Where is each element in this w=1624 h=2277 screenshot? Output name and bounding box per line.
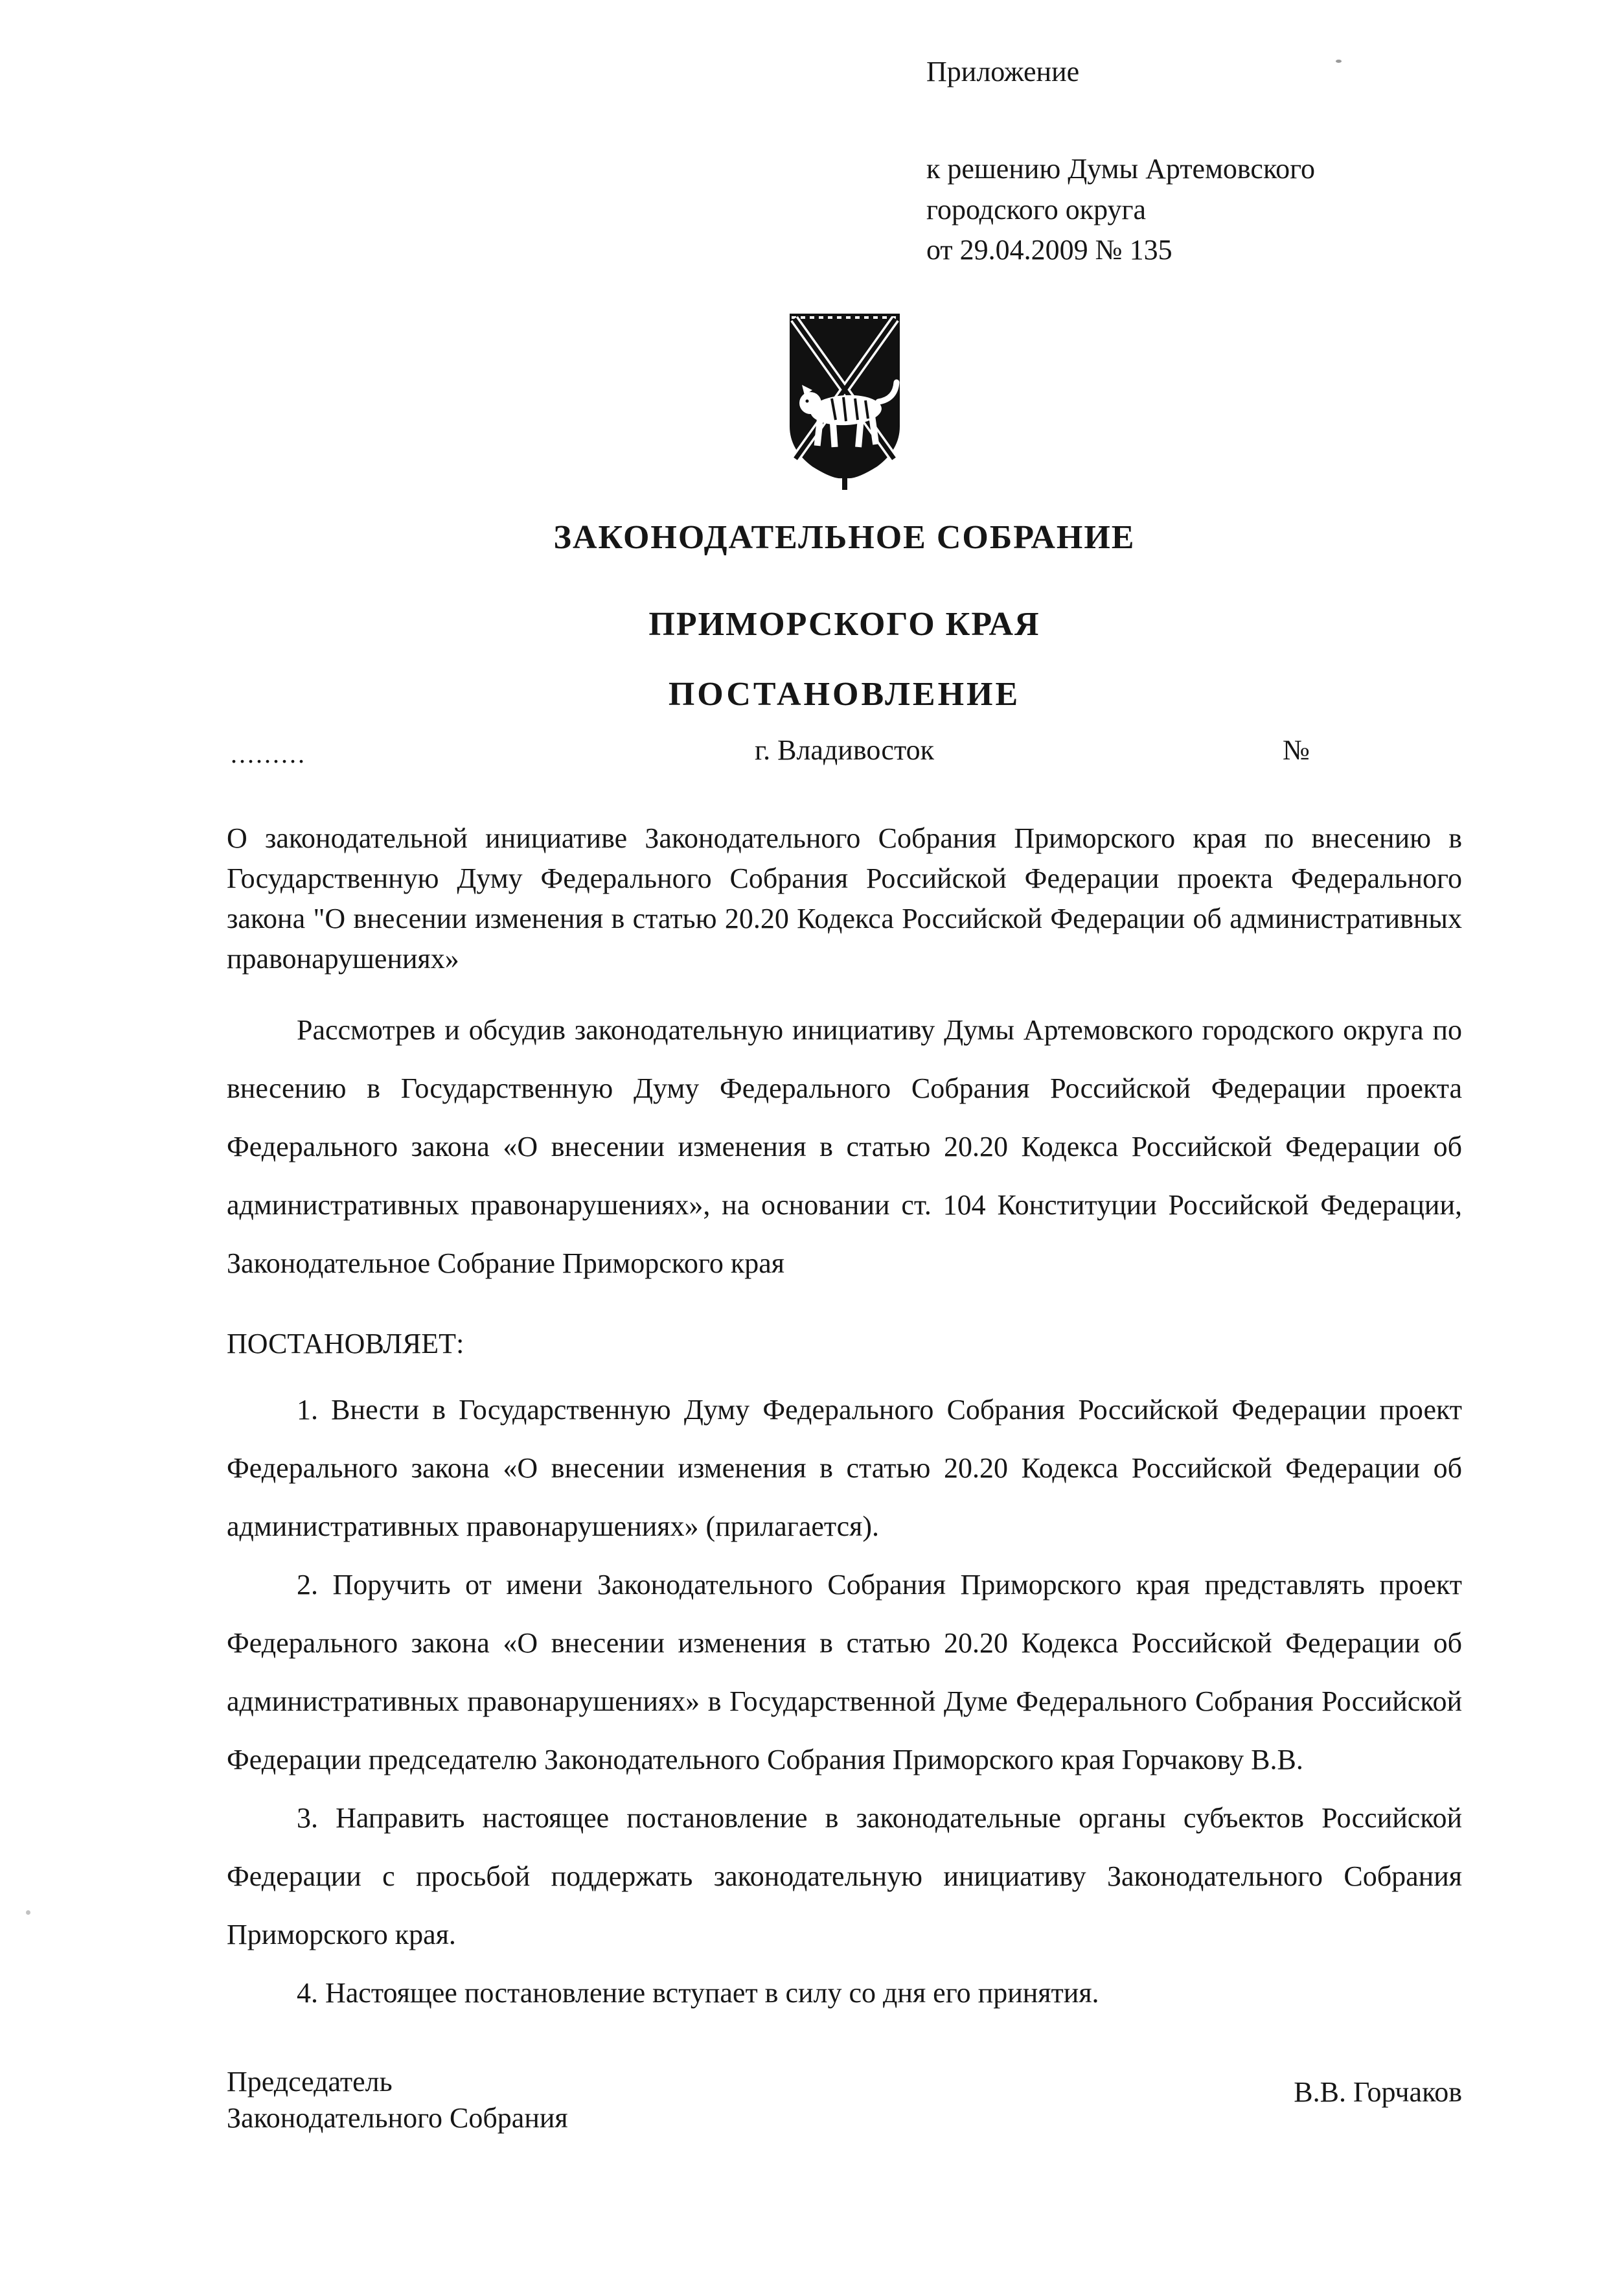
annex-ref-line-1: к решению Думы Артемовского (926, 153, 1316, 185)
annex-ref-line-3: от 29.04.2009 № 135 (926, 234, 1172, 266)
signature-title (227, 2064, 568, 2136)
resolution-item-1: 1. Внести в Государственную Думу Федерального Собрания Российской Федерации проект Федерального закона «О внесении изменения в статью 20.20 Кодекса Российской Федерации об административных правонарушениях» (прилагается). (227, 1393, 1462, 1542)
signature-block (227, 2064, 1462, 2136)
emblem-container (227, 305, 1462, 506)
resolution-item-4: 4. Настоящее постановление вступает в силу со дня его принятия. (297, 1976, 1099, 2009)
scan-speck (26, 1910, 30, 1915)
scan-speck (1336, 60, 1342, 63)
primorsky-coat-of-arms-icon (780, 305, 909, 499)
signature-title-line-2: Законодательного Собрания (227, 2101, 568, 2134)
resolution-item-3: 3. Направить настоящее постановление в законодательные органы субъектов Российской Федерации с просьбой поддержать законодательную инициативу Законодательного Собрания Приморского края. (227, 1801, 1462, 1950)
resolves-heading: ПОСТАНОВЛЯЕТ: (227, 1327, 464, 1359)
annex-block (926, 52, 1462, 271)
dateline (227, 730, 1462, 770)
subject-paragraph: О законодательной инициативе Законодательного Собрания Приморского края по внесению в Государственную Думу Федерального Собрания Российской Федерации проекта Федерального закона "О внесении изменения в статью 20.20 Кодекса Российской Федерации об административных правонарушениях» (227, 822, 1462, 975)
dateline-city: г. Владивосток (755, 734, 934, 766)
annex-label: Приложение (926, 56, 1080, 87)
signatory-name: В.В. Горчаков (1294, 2075, 1462, 2108)
org-name-line-1: ЗАКОНОДАТЕЛЬНОЕ СОБРАНИЕ (553, 518, 1136, 556)
resolution-item-2: 2. Поручить от имени Законодательного Собрания Приморского края представлять проект Федерального закона «О внесении изменения в статью 20.20 Кодекса Российской Федерации об административных правонарушениях» в Государственной Думе Федерального Собрания Российской Федерации председателю Законодательного Собрания Приморского края Горчакову В.В. (227, 1568, 1462, 1775)
doc-type-title: ПОСТАНОВЛЕНИЕ (668, 675, 1021, 713)
signature-title-line-1: Председатель (227, 2065, 393, 2098)
numero-sign: № (1283, 734, 1310, 766)
dateline-dots: ......... (231, 739, 306, 769)
annex-ref-line-2: городского округа (926, 193, 1147, 225)
org-name-line-2: ПРИМОРСКОГО КРАЯ (648, 605, 1040, 643)
preamble-paragraph: Рассмотрев и обсудив законодательную инициативу Думы Артемовского городского округа по внесению в Государственную Думу Федерального Собрания Российской Федерации проекта Федерального закона «О внесении изменения в статью 20.20 Кодекса Российской Федерации об административных правонарушениях», на основании ст. 104 Конституции Российской Федерации, Законодательное Собрание Приморского края (227, 1013, 1462, 1279)
